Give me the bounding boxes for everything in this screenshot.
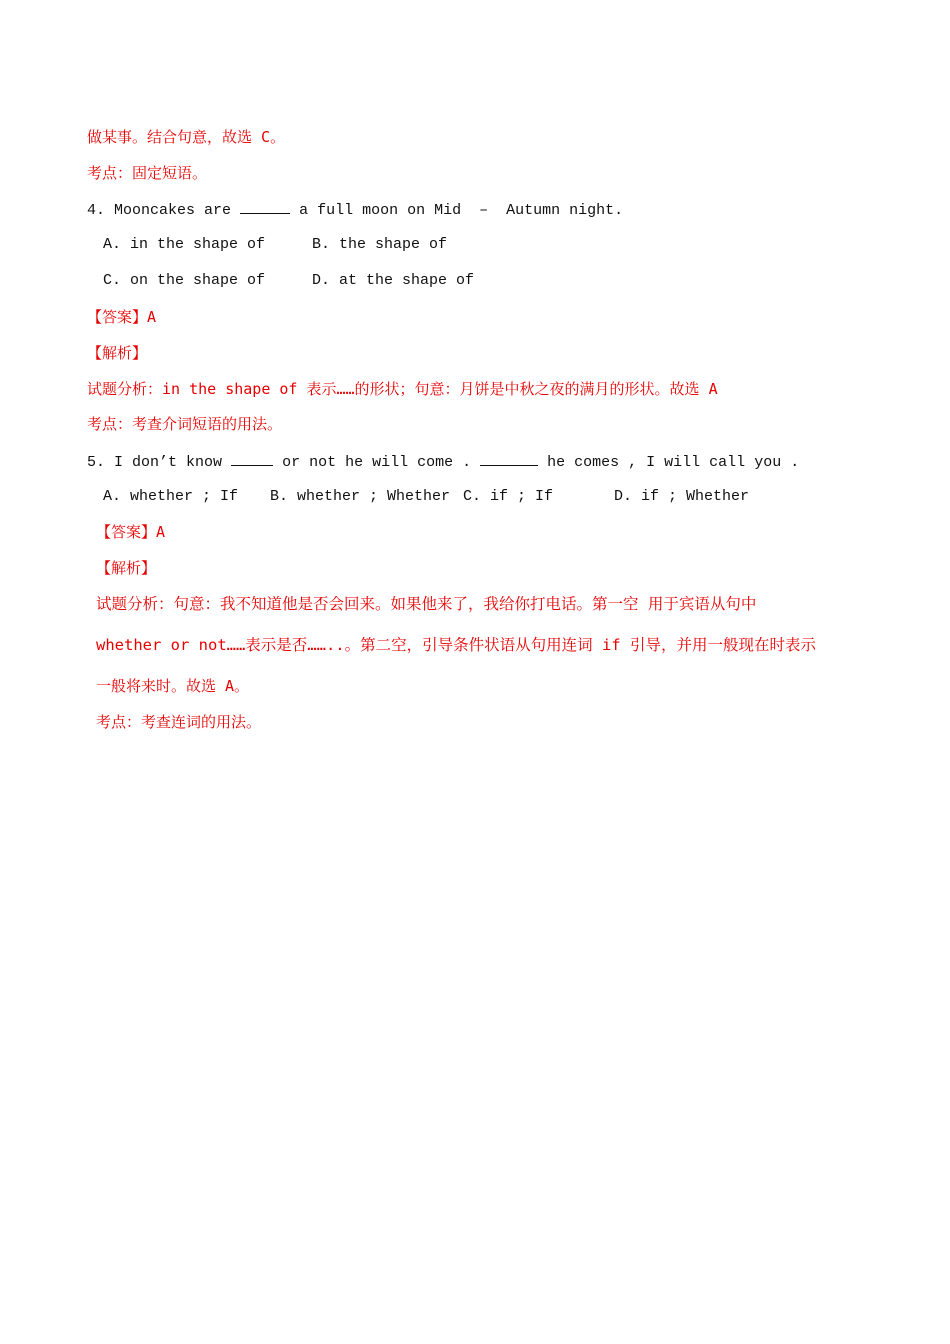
q4-point: 考点：考查介词短语的用法。 bbox=[87, 415, 283, 433]
q5-number: 5. bbox=[87, 454, 106, 471]
q5-option-a: A. whether ; If bbox=[103, 488, 239, 505]
q4-stem bbox=[87, 199, 623, 221]
q4-stem-after: a full moon on Mid – Autumn night. bbox=[299, 202, 624, 219]
q5-stem-part3: he comes , I will call you . bbox=[547, 454, 800, 471]
q5-stem bbox=[87, 451, 799, 473]
q4-stem-before: Mooncakes are bbox=[114, 202, 232, 219]
q5-answer: 【答案】A bbox=[96, 523, 166, 541]
q5-option-c: C. if ; If bbox=[463, 488, 554, 505]
q3-explanation-end: 做某事。结合句意，故选 C。 bbox=[87, 128, 286, 146]
q5-option-d: D. if ; Whether bbox=[614, 488, 750, 505]
q5-blank-1 bbox=[231, 451, 273, 466]
q4-blank bbox=[240, 199, 290, 214]
q4-analysis: 试题分析：in the shape of 表示……的形状；句意：月饼是中秋之夜的满月的形状。故选 A bbox=[87, 380, 718, 398]
q5-analysis-label: 【解析】 bbox=[96, 559, 157, 577]
q5-point: 考点：考查连词的用法。 bbox=[96, 713, 262, 731]
q4-analysis-label: 【解析】 bbox=[87, 344, 148, 362]
q4-answer: 【答案】A bbox=[87, 308, 157, 326]
q4-option-a: A. in the shape of bbox=[103, 236, 266, 253]
q5-stem-part2: or not he will come . bbox=[282, 454, 472, 471]
q5-analysis-line-3: 一般将来时。故选 A。 bbox=[96, 677, 250, 695]
q5-analysis-line-2: whether or not……表示是否……..。第二空，引导条件状语从句用连词 if 引导，并用一般现在时表示 bbox=[96, 636, 816, 654]
q5-stem-part1: I don’t know bbox=[114, 454, 223, 471]
q5-analysis-line-1: 试题分析：句意：我不知道他是否会回来。如果他来了，我给你打电话。第一空 用于宾语从句中 bbox=[96, 595, 757, 613]
q4-option-c: C. on the shape of bbox=[103, 272, 266, 289]
q5-option-b: B. whether ; Whether bbox=[270, 488, 451, 505]
q3-point: 考点：固定短语。 bbox=[87, 164, 208, 182]
q4-option-b: B. the shape of bbox=[312, 236, 448, 253]
q5-blank-2 bbox=[480, 451, 538, 466]
q4-option-d: D. at the shape of bbox=[312, 272, 475, 289]
q4-number: 4. bbox=[87, 202, 106, 219]
